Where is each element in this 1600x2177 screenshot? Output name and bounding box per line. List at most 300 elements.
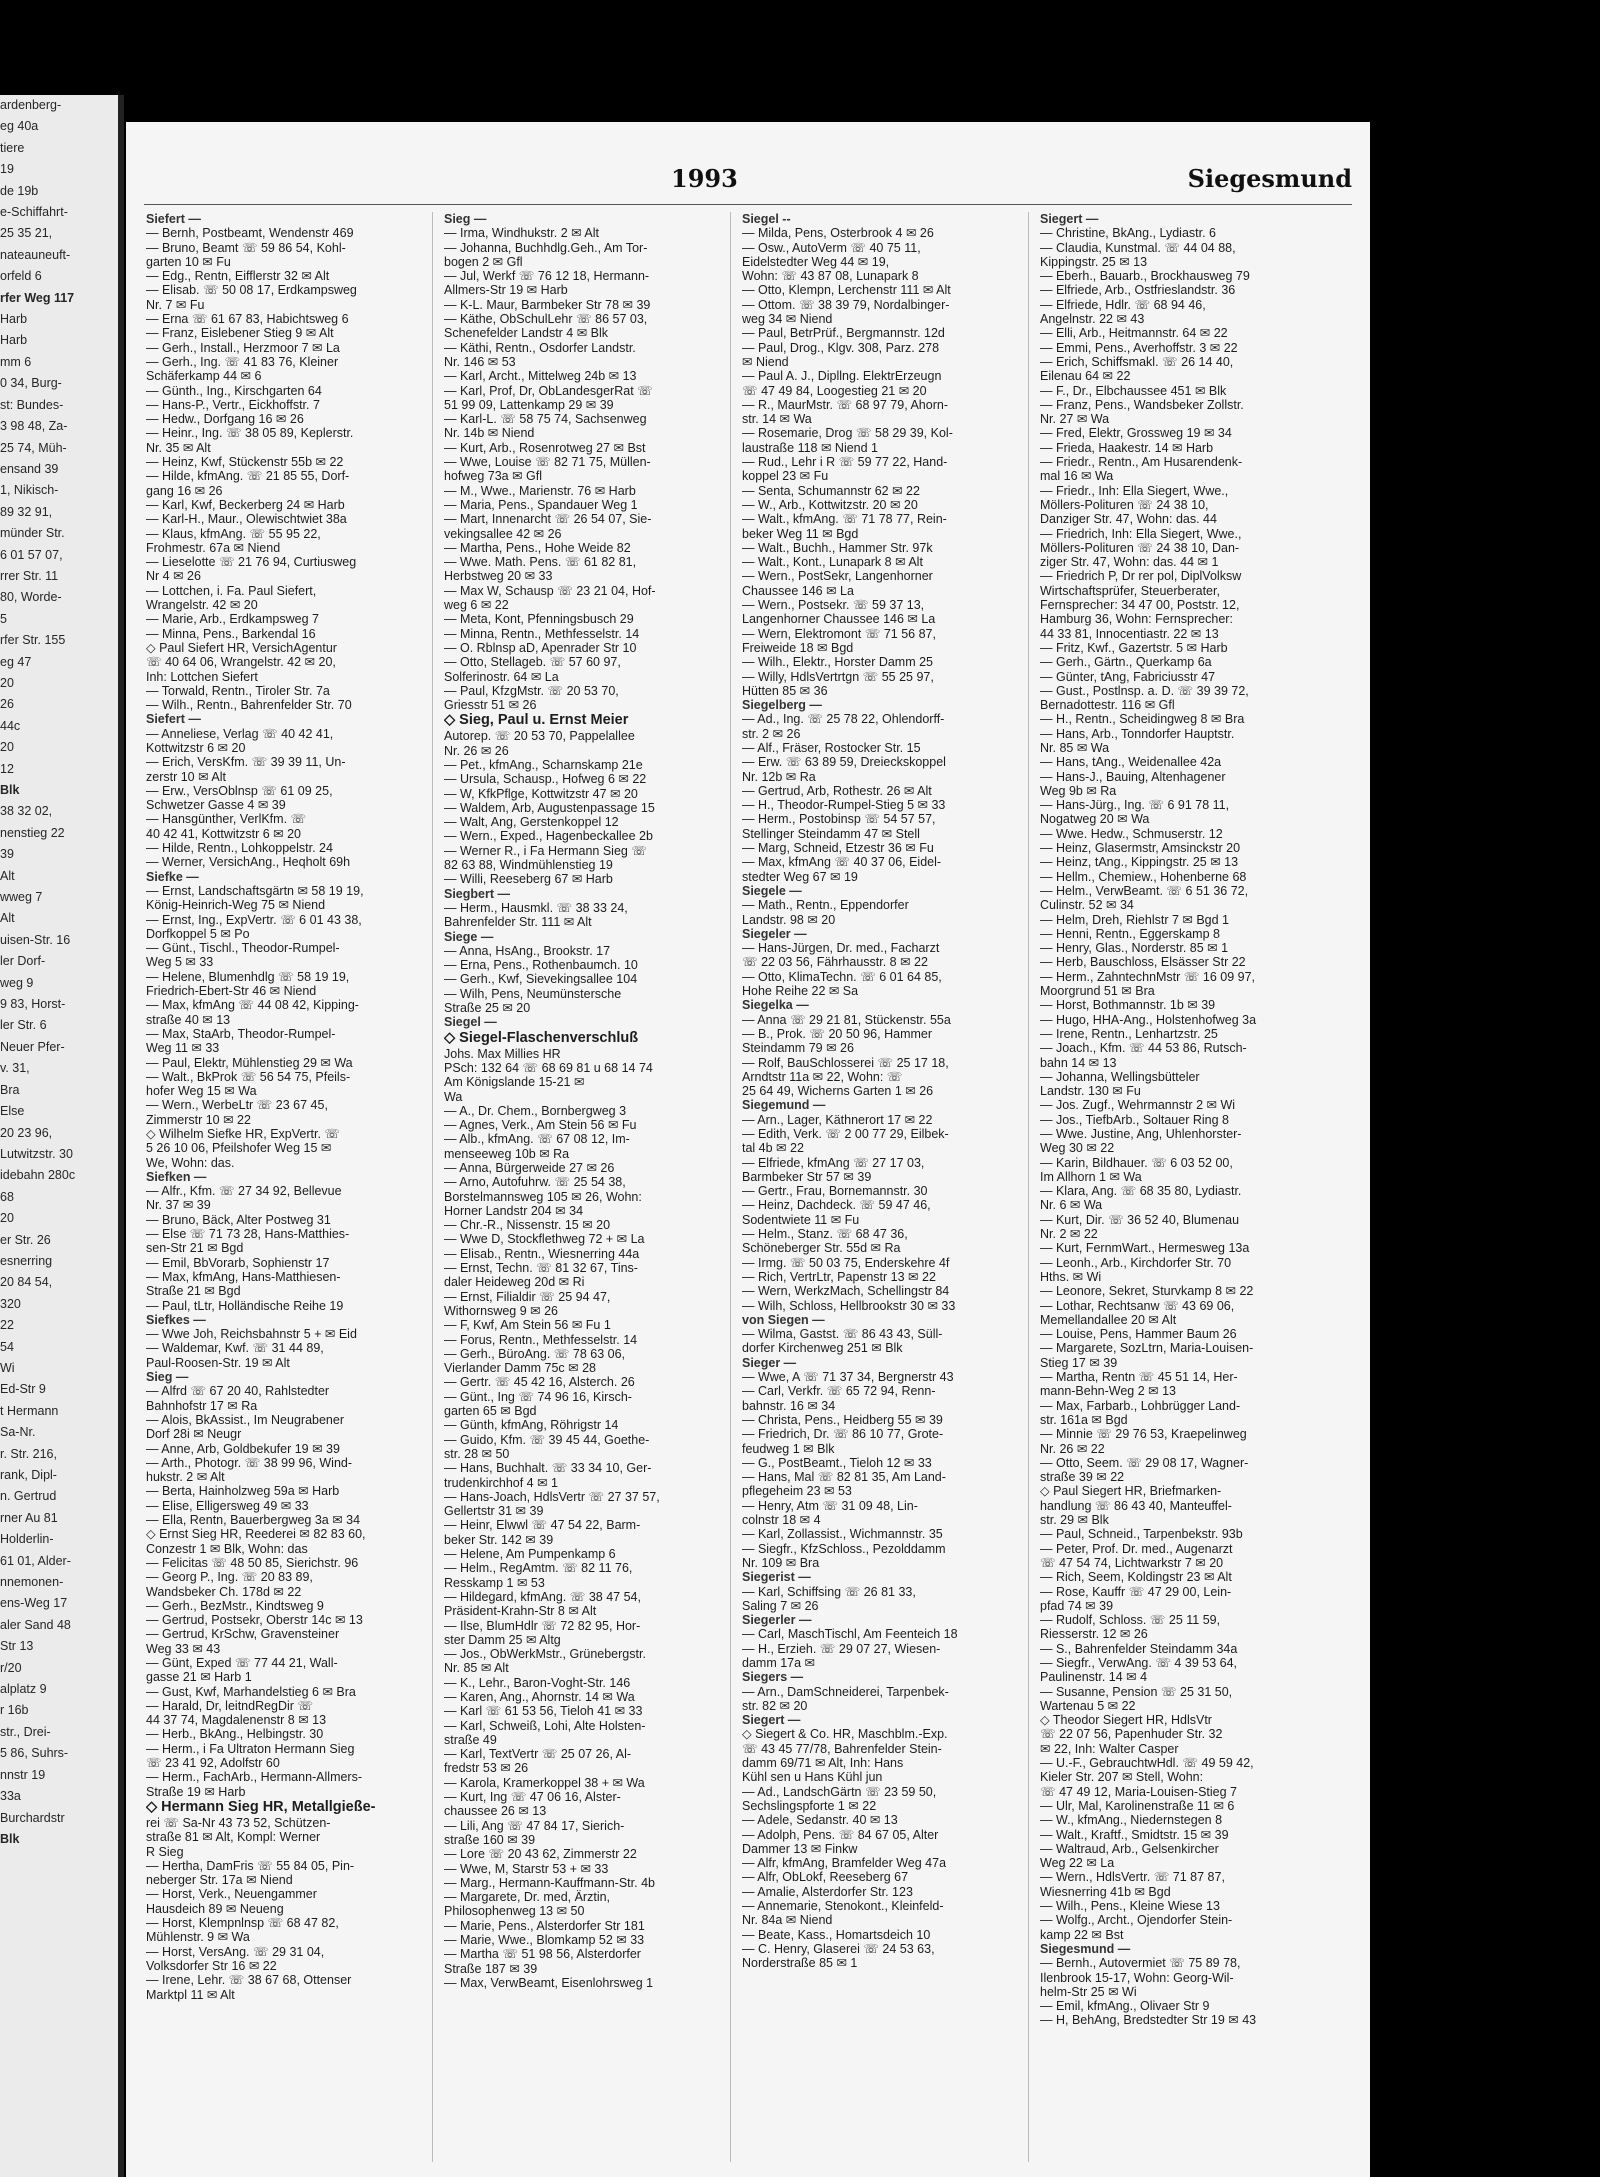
directory-entry-line: bahn 14 ✉ 13 <box>1040 1055 1117 1070</box>
directory-entry-line: dorfer Kirchenweg 251 ✉ Blk <box>742 1341 903 1356</box>
directory-entry-line: rei ☏ Sa-Nr 43 73 52, Schützen- <box>146 1815 331 1830</box>
directory-entry-line: — Gerh., BüroAng. ☏ 78 63 06, <box>444 1346 626 1361</box>
directory-entry-line: — Waldemar, Kwf. ☏ 31 44 89, <box>146 1341 324 1356</box>
directory-entry-line: — Helm., Stanz. ☏ 68 47 36, <box>742 1227 908 1242</box>
directory-entry-line: pfad 74 ✉ 39 <box>1040 1598 1114 1613</box>
directory-entry-line: — Wwe, M, Starstr 53 + ✉ 33 <box>444 1861 609 1876</box>
directory-entry-line: — Gertrud, KrSchw, Gravensteiner <box>146 1627 340 1642</box>
directory-entry-line: — Wern., Exped., Hagenbeckallee 2b <box>444 829 653 844</box>
directory-entry-line: — Günter, tAng, Fabriciusstr 47 <box>1040 669 1216 684</box>
directory-entry-line: Nr. 35 ✉ Alt <box>146 440 211 455</box>
directory-entry-line: — Herb., BkAng., Helbingstr. 30 <box>146 1727 324 1742</box>
directory-entry-line: — O. Rblnsp aD, Apenrader Str 10 <box>444 640 637 655</box>
directory-entry-line: — Max, VerwBeamt, Eisenlohrsweg 1 <box>444 1975 654 1990</box>
directory-entry-line: mann-Behn-Weg 2 ✉ 13 <box>1040 1384 1177 1399</box>
directory-entry-line: Frohmestr. 67a ✉ Niend <box>146 540 281 555</box>
left-page-text-line: nnemonen- <box>0 1575 64 1590</box>
directory-entry-line: Weg 22 ✉ La <box>1040 1856 1115 1871</box>
directory-entry-line: — Anna, Bürgerweide 27 ✉ 26 <box>444 1161 615 1175</box>
directory-entry-line: — Annemarie, Stenokont., Kleinfeld- <box>742 1899 944 1914</box>
directory-entry-line: Weg 30 ✉ 22 <box>1040 1141 1115 1156</box>
directory-entry-line: — Emil, BbVorarb, Sophienstr 17 <box>146 1255 330 1270</box>
directory-entry-line: — Emil, kfmAng., Olivaer Str 9 <box>1040 1999 1210 2014</box>
running-head: Siegesmund <box>1187 164 1352 193</box>
directory-entry-line: — Otto, Stellageb. ☏ 57 60 97, <box>444 655 621 670</box>
directory-entry-line: Bahrenfelder Str. 111 ✉ Alt <box>444 915 592 930</box>
directory-entry-line: — Erw. ☏ 63 89 59, Dreieckskoppel <box>742 755 946 770</box>
directory-entry-line: Schenefelder Landstr 4 ✉ Blk <box>444 326 609 341</box>
directory-entry-line: — Christine, BkAng., Lydiastr. 6 <box>1040 226 1217 241</box>
left-page-text-line: idebahn 280c <box>0 1168 76 1183</box>
left-page-fragment <box>0 95 124 2177</box>
directory-entry-line: Wartenau 5 ✉ 22 <box>1040 1698 1136 1713</box>
directory-entry-line: — Heinr., Ing. ☏ 38 05 89, Keplerstr. <box>146 426 354 441</box>
directory-entry-line: Weg 11 ✉ 33 <box>146 1041 220 1056</box>
directory-entry-line: hofweg 73a ✉ Gfl <box>444 469 543 484</box>
directory-entry-line: — Hildegard, kfmAng. ☏ 38 47 54, <box>444 1589 641 1604</box>
directory-entry-line: von Siegen — <box>742 1312 825 1327</box>
directory-entry-line: — Senta, Schumannstr 62 ✉ 22 <box>742 483 920 498</box>
directory-entry-line: — Ernst, Ing., ExpVertr. ☏ 6 01 43 38, <box>146 912 362 927</box>
directory-entry-line: — Walt., kfmAng. ☏ 71 78 77, Rein- <box>742 512 947 527</box>
directory-entry-line: — Agnes, Verk., Am Stein 56 ✉ Fu <box>444 1118 637 1133</box>
directory-entry-line: — Ursula, Schausp., Hofweg 6 ✉ 22 <box>444 772 647 787</box>
directory-entry-line: — Henry, Glas., Norderstr. 85 ✉ 1 <box>1040 941 1229 956</box>
directory-page <box>126 122 1370 2177</box>
directory-entry-line: Siegerler — <box>742 1613 812 1628</box>
left-page-text-line: nateauneuft- <box>0 247 71 262</box>
directory-entry-line: — Math., Rentn., Eppendorfer <box>742 898 909 913</box>
directory-entry-line: Volksdorfer Str 16 ✉ 22 <box>146 1958 277 1973</box>
left-page-text-line: rfer Str. 155 <box>0 633 66 648</box>
directory-entry-line: — Minna, Rentn., Methfesselstr. 14 <box>444 626 640 641</box>
directory-entry-line: — Lothar, Rechtsanw ☏ 43 69 06, <box>1040 1298 1235 1313</box>
page-number: 1993 <box>671 164 738 193</box>
directory-entry-line: beker Str. 142 ✉ 39 <box>444 1532 554 1547</box>
directory-entry-line: — Alfr., Kfm. ☏ 27 34 92, Bellevue <box>146 1184 342 1199</box>
left-page-text-line: Sa-Nr. <box>0 1425 36 1440</box>
directory-entry-line: Withornsweg 9 ✉ 26 <box>444 1303 558 1318</box>
directory-entry-line: — Kurt, FernmWart., Hermesweg 13a <box>1040 1241 1250 1256</box>
left-page-text-line: rrer Str. 11 <box>0 568 59 583</box>
directory-entry-line: — Heinr, Elwwl ☏ 47 54 22, Barm- <box>444 1518 641 1533</box>
left-page-text-line: 20 <box>0 1211 14 1226</box>
directory-entry-line: Landstr. 130 ✉ Fu <box>1040 1084 1141 1099</box>
directory-entry-line: — Anna, HsAng., Brookstr. 17 <box>444 943 611 958</box>
directory-entry-line: Solferinostr. 64 ✉ La <box>444 669 559 684</box>
directory-entry-line: — Milda, Pens, Osterbrook 4 ✉ 26 <box>742 226 934 241</box>
directory-entry-line: — Erich, Schiffsmakl. ☏ 26 14 40, <box>1040 354 1234 369</box>
directory-entry-line: — Günth., Ing., Kirschgarten 64 <box>146 383 322 398</box>
directory-entry-line: — K-L. Maur, Barmbeker Str 78 ✉ 39 <box>444 297 651 312</box>
directory-entry-line: — Gust., Postlnsp. a. D. ☏ 39 39 72, <box>1040 683 1249 698</box>
directory-entry-line: — Heinz, Glasermstr, Amsinckstr 20 <box>1040 841 1241 856</box>
directory-entry-line: Straße 25 ✉ 20 <box>444 1001 531 1016</box>
directory-entry-line: — Otto, Seem. ☏ 29 08 17, Wagner- <box>1040 1455 1249 1470</box>
directory-entry-line: Nr 4 ✉ 26 <box>146 569 201 584</box>
directory-entry-line: — Otto, KlimaTechn. ☏ 6 01 64 85, <box>742 969 942 984</box>
left-page-text-line: Alt <box>0 868 15 883</box>
directory-entry-line: Griesstr 51 ✉ 26 <box>444 698 537 713</box>
directory-entry-line: — Lieselotte ☏ 21 76 94, Curtiusweg <box>146 555 357 570</box>
directory-entry-line: Bernadottestr. 116 ✉ Gfl <box>1040 698 1175 713</box>
directory-entry-line: Wrangelstr. 42 ✉ 20 <box>146 598 258 613</box>
directory-entry-line: — Gertr. ☏ 45 42 16, Alsterch. 26 <box>444 1375 635 1390</box>
directory-entry-line: — Meta, Kont, Pfenningsbusch 29 <box>444 612 634 627</box>
directory-entry-line: — Jos., TiefbArb., Soltauer Ring 8 <box>1040 1112 1229 1127</box>
left-page-text-line: Lutwitzstr. 30 <box>0 1146 73 1161</box>
directory-entry-line: — U.-F., GebrauchtwHdl. ☏ 49 59 42, <box>1040 1756 1254 1771</box>
directory-entry-line: — Martha, Rentn ☏ 45 51 14, Her- <box>1040 1370 1238 1385</box>
directory-entry-line: — Jos., ObWerkMstr., Grünebergstr. <box>444 1647 646 1662</box>
directory-entry-line: — Günth, kfmAng, Röhrigstr 14 <box>444 1418 619 1433</box>
directory-entry-line: — Forus, Rentn., Methfesselstr. 14 <box>444 1332 638 1347</box>
directory-entry-line: bogen 2 ✉ Gfl <box>444 254 523 269</box>
directory-entry-line: — Hans, Buchhalt. ☏ 33 34 10, Ger- <box>444 1461 652 1476</box>
directory-entry-line: bahnstr. 16 ✉ 34 <box>742 1398 836 1413</box>
directory-entry-line: — Johanna, Wellingsbütteler <box>1040 1069 1200 1084</box>
directory-entry-line: — Rolf, BauSchlosserei ☏ 25 17 18, <box>742 1055 949 1070</box>
directory-entry-line: — Wern., Postsekr. ☏ 59 37 13, <box>742 598 925 613</box>
directory-entry-line: — H., Rentn., Scheidingweg 8 ✉ Bra <box>1040 712 1245 727</box>
directory-entry-line: — Werner, VersichAng., Heqholt 69h <box>146 855 351 870</box>
directory-entry-line: — Horst, Bothmannstr. 1b ✉ 39 <box>1040 998 1216 1013</box>
directory-entry-line: — Herm., i Fa Ultraton Hermann Sieg <box>146 1741 355 1756</box>
directory-entry-line: Nr. 146 ✉ 53 <box>444 354 516 369</box>
directory-entry-line: str. 161a ✉ Bgd <box>1040 1412 1128 1427</box>
directory-entry-line: — Paul, BetrPrüf., Bergmannstr. 12d <box>742 326 945 341</box>
directory-entry-line: Präsident-Krahn-Str 8 ✉ Alt <box>444 1604 597 1619</box>
directory-entry-line: PSch: 132 64 ☏ 68 69 81 u 68 14 74 <box>444 1060 653 1075</box>
directory-entry-line: — Anne, Arb, Goldbekufer 19 ✉ 39 <box>146 1441 340 1456</box>
directory-entry-line: ◇ Sieg, Paul u. Ernst Meier <box>444 712 629 729</box>
left-page-text-line: t Hermann <box>0 1403 59 1418</box>
directory-entry-line: Nr. 26 ✉ 26 <box>444 743 509 758</box>
directory-entry-line: — A., Dr. Chem., Bornbergweg 3 <box>444 1103 627 1118</box>
directory-entry-line: — Guido, Kfm. ☏ 39 45 44, Goethe- <box>444 1432 650 1447</box>
left-page-text-line: Blk <box>0 1831 20 1846</box>
directory-entry-line: — Elfriede, Arb., Ostfrieslandstr. 36 <box>1040 283 1236 298</box>
directory-entry-line: — Lottchen, i. Fa. Paul Siefert, <box>146 583 317 598</box>
left-page-text-line: ler Str. 6 <box>0 1018 47 1033</box>
left-page-text-line: 39 <box>0 847 14 862</box>
directory-entry-line: — Hans, Mal ☏ 82 81 35, Am Land- <box>742 1470 946 1485</box>
directory-entry-line: — Rich, Seem, Koldingstr 23 ✉ Alt <box>1040 1570 1232 1585</box>
directory-entry-line: Hths. ✉ Wi <box>1040 1269 1102 1284</box>
directory-entry-line: Autorep. ☏ 20 53 70, Pappelallee <box>444 729 635 744</box>
directory-entry-line: helm-Str 25 ✉ Wi <box>1040 1984 1137 1999</box>
left-page-text-line: 6 01 57 07, <box>0 547 63 562</box>
directory-entry-line: — Ad., LandschGärtn ☏ 23 59 50, <box>742 1784 937 1799</box>
directory-entry-line: — Gertr., Frau, Bornemannstr. 30 <box>742 1184 928 1199</box>
directory-entry-line: — Jos. Zugf., Wehrmannstr 2 ✉ Wi <box>1040 1098 1236 1113</box>
page-header <box>126 164 1370 200</box>
directory-entry-line: Kieler Str. 207 ✉ Stell, Wohn: <box>1040 1770 1204 1785</box>
directory-entry-line: Weg 9b ✉ Ra <box>1040 783 1117 798</box>
left-page-text-line: 68 <box>0 1189 14 1204</box>
directory-entry-line: — C. Henry, Glaserei ☏ 24 53 63, <box>742 1941 935 1956</box>
directory-entry-line: Wohn: ☏ 43 87 08, Lunapark 8 <box>742 269 919 284</box>
directory-entry-line: colnstr 18 ✉ 4 <box>742 1513 821 1528</box>
directory-entry-line: Schöneberger Str. 55d ✉ Ra <box>742 1241 901 1256</box>
directory-entry-line: ☏ 22 03 56, Fährhausstr. 8 ✉ 22 <box>742 955 928 970</box>
directory-entry-line: — Arno, Autofuhrw. ☏ 25 54 38, <box>444 1175 626 1190</box>
left-page-text-line: 20 <box>0 675 14 690</box>
directory-entry-line: — Hellm., Chemiew., Hohenberne 68 <box>1040 869 1247 884</box>
directory-entry-line: 40 42 41, Kottwitzstr 6 ✉ 20 <box>146 826 301 841</box>
directory-entry-line: — Hilde, kfmAng. ☏ 21 85 55, Dorf- <box>146 469 350 484</box>
directory-entry-line: — Edg., Rentn, Eifflerstr 32 ✉ Alt <box>146 269 330 284</box>
directory-entry-line: — Herm., FachArb., Hermann-Allmers- <box>146 1770 363 1785</box>
directory-entry-line: str. 2 ✉ 26 <box>742 726 801 741</box>
left-page-text-line: Burchardstr <box>0 1810 65 1825</box>
left-page-text-line: rfer Weg 117 <box>0 290 75 305</box>
directory-entry-line: — Torwald, Rentn., Tiroler Str. 7a <box>146 683 330 698</box>
directory-entry-line: straße 160 ✉ 39 <box>444 1832 536 1847</box>
directory-entry-line: — Max, StaArb, Theodor-Rumpel- <box>146 1026 336 1041</box>
directory-entry-line: — Willi, Reeseberg 67 ✉ Harb <box>444 872 613 887</box>
directory-entry-line: Siefert — <box>146 712 201 727</box>
directory-entry-line: — W., Arb., Kottwitzstr. 20 ✉ 20 <box>742 497 918 512</box>
directory-entry-line: Im Allhorn 1 ✉ Wa <box>1040 1169 1142 1184</box>
directory-entry-line: — Arn., DamSchneiderei, Tarpenbek- <box>742 1684 949 1699</box>
directory-entry-line: — Adolph, Pens. ☏ 84 67 05, Alter <box>742 1827 939 1842</box>
directory-entry-line: — Erw., VersOblnsp ☏ 61 09 25, <box>146 783 333 798</box>
directory-entry-line: — F., Dr., Elbchaussee 451 ✉ Blk <box>1040 383 1227 398</box>
directory-entry-line: — Paul, Drog., Klgv. 308, Parz. 278 <box>742 340 940 355</box>
left-page-text-line: Neuer Pfer- <box>0 1039 65 1054</box>
directory-entry-line: — Karl, Prof, Dr, ObLandesgerRat ☏ <box>444 383 653 398</box>
directory-entry-line: — G., PostBeamt., Tieloh 12 ✉ 33 <box>742 1455 932 1470</box>
directory-entry-line: König-Heinrich-Weg 75 ✉ Niend <box>146 898 326 913</box>
directory-entry-line: — Käthe, ObSchulLehr ☏ 86 57 03, <box>444 312 648 327</box>
directory-entry-line: — B., Prok. ☏ 20 50 96, Hammer <box>742 1026 933 1041</box>
directory-entry-line: ◇ Theodor Siegert HR, HdlsVtr <box>1040 1713 1212 1728</box>
directory-entry-line: Herbstweg 20 ✉ 33 <box>444 569 553 584</box>
directory-entry-line: Möllers-Polituren ☏ 24 38 10, Dan- <box>1040 540 1240 555</box>
directory-entry-line: Am Königslande 15-21 ✉ <box>444 1075 585 1090</box>
directory-entry-line: ◇ Paul Siegert HR, Briefmarken- <box>1040 1484 1222 1499</box>
directory-entry-line: koppel 23 ✉ Fu <box>742 469 829 484</box>
directory-entry-line: straße 40 ✉ 13 <box>146 1012 231 1027</box>
directory-entry-line: — Alfr, kfmAng, Bramfelder Weg 47a <box>742 1856 947 1871</box>
directory-entry-line: — Herb, Bauschloss, Elsässer Str 22 <box>1040 955 1246 970</box>
directory-entry-line: Eilenau 64 ✉ 22 <box>1040 369 1131 384</box>
directory-entry-line: — Siegfr., VerwAng. ☏ 4 39 53 64, <box>1040 1655 1237 1670</box>
directory-entry-line: — Irene, Lehr. ☏ 38 67 68, Ottenser <box>146 1973 352 1988</box>
directory-entry-line: Nr. 27 ✉ Wa <box>1040 412 1110 427</box>
left-page-text-line: 320 <box>0 1296 21 1311</box>
directory-entry-line: — Fritz, Kwf., Gazertstr. 5 ✉ Harb <box>1040 640 1228 655</box>
column-3 <box>742 212 1018 2172</box>
directory-entry-line: — Wern., HdlsVertr. ☏ 71 87 87, <box>1040 1870 1225 1885</box>
left-page-text-line: 5 <box>0 611 7 626</box>
left-page-text-line: wweg 7 <box>0 890 43 905</box>
directory-entry-line: — Werner R., i Fa Hermann Sieg ☏ <box>444 843 647 858</box>
directory-entry-line: straße 81 ✉ Alt, Kompl: Werner <box>146 1830 321 1845</box>
left-page-text-line: 26 <box>0 697 14 712</box>
directory-entry-line: — Herm., Hausmkl. ☏ 38 33 24, <box>444 900 628 915</box>
left-page-text-line: weg 9 <box>0 975 34 990</box>
directory-entry-line: Fernsprecher: 34 47 00, Poststr. 12, <box>1040 598 1240 613</box>
directory-entry-line: neberger Str. 17a ✉ Niend <box>146 1873 293 1888</box>
directory-entry-line: Resskamp 1 ✉ 53 <box>444 1575 545 1590</box>
directory-entry-line: — Irma, Windhukstr. 2 ✉ Alt <box>444 226 599 241</box>
directory-entry-line: Wandsbeker Ch. 178d ✉ 22 <box>146 1584 302 1599</box>
column-2 <box>444 212 720 2172</box>
directory-entry-line: — Elfriede, Hdlr. ☏ 68 94 46, <box>1040 297 1206 312</box>
directory-entry-line: Nogatweg 20 ✉ Wa <box>1040 812 1150 827</box>
directory-entry-line: Stellinger Steindamm 47 ✉ Stell <box>742 826 920 841</box>
directory-entry-line: Vierlander Damm 75c ✉ 28 <box>444 1361 596 1376</box>
directory-entry-line: Straße 187 ✉ 39 <box>444 1961 538 1976</box>
directory-entry-line: — Friedr., Rentn., Am Husarendenk- <box>1040 455 1243 470</box>
left-page-text-line: 61 01, Alder- <box>0 1553 71 1568</box>
directory-entry-line: — Wwe. Hedw., Schmuserstr. 12 <box>1040 826 1223 841</box>
directory-entry-line: Nr. 37 ✉ 39 <box>146 1198 211 1213</box>
directory-entry-line: Schwetzer Gasse 4 ✉ 39 <box>146 798 286 813</box>
directory-entry-line: — Ottom. ☏ 38 39 79, Nordalbinger- <box>742 297 950 312</box>
directory-entry-line: — Günt., Tischl., Theodor-Rumpel- <box>146 941 340 956</box>
directory-entry-line: — Walt., Buchh., Hammer Str. 97k <box>742 540 933 555</box>
directory-entry-line: — Minnie ☏ 29 76 53, Kraepelinweg <box>1040 1427 1247 1442</box>
directory-entry-line: — Max W, Schausp ☏ 23 21 04, Hof- <box>444 583 656 598</box>
directory-entry-line: — Siegfr., KfzSchloss., Pezolddamm <box>742 1541 946 1556</box>
directory-entry-line: — Gerh., Kwf, Sievekingsallee 104 <box>444 972 638 987</box>
left-page-text-line: 3 98 48, Za- <box>0 419 68 434</box>
left-page-text-line: Wi <box>0 1360 15 1375</box>
directory-entry-line: — Rich, VertrLtr, Papenstr 13 ✉ 22 <box>742 1269 936 1284</box>
left-page-text-line: r 16b <box>0 1703 29 1718</box>
directory-entry-line: Hohe Reihe 22 ✉ Sa <box>742 984 859 999</box>
directory-entry-line: — Felicitas ☏ 48 50 85, Sierichstr. 96 <box>146 1555 359 1570</box>
directory-entry-line: — Alb., kfmAng. ☏ 67 08 12, Im- <box>444 1132 630 1147</box>
directory-entry-line: — Edith, Verk. ☏ 2 00 77 29, Eilbek- <box>742 1127 949 1141</box>
directory-entry-line: — Johanna, Buchhdlg.Geh., Am Tor- <box>444 240 648 255</box>
directory-entry-line: — Friedrich P, Dr rer pol, DiplVolksw <box>1040 569 1242 584</box>
directory-entry-line: — Max, kfmAng ☏ 44 08 42, Kipping- <box>146 998 359 1013</box>
directory-entry-line: — Marg, Schneid, Etzestr 36 ✉ Fu <box>742 841 934 856</box>
directory-entry-line: — Wwe. Justine, Ang, Uhlenhorster- <box>1040 1127 1242 1141</box>
directory-entry-line: hofer Weg 15 ✉ Wa <box>146 1084 257 1099</box>
directory-entry-line: Stieg 17 ✉ 39 <box>1040 1355 1118 1370</box>
left-page-text-line: Blk <box>0 783 20 797</box>
directory-entry-line: — M., Wwe., Marienstr. 76 ✉ Harb <box>444 483 636 498</box>
directory-entry-line: — Wwe, Louise ☏ 82 71 75, Müllen- <box>444 455 651 470</box>
directory-entry-line: — Rose, Kauffr ☏ 47 29 00, Lein- <box>1040 1584 1232 1599</box>
directory-entry-line: Sieger — <box>742 1355 797 1370</box>
directory-entry-line: — Klara, Ang. ☏ 68 35 80, Lydiastr. <box>1040 1184 1242 1199</box>
directory-entry-line: — Max, Farbarb., Lohbrügger Land- <box>1040 1398 1241 1413</box>
directory-entry-line: Siegel -- <box>742 212 791 226</box>
directory-entry-line: Arndtstr 11a ✉ 22, Wohn: ☏ <box>742 1069 903 1084</box>
directory-entry-line: Zimmerstr 10 ✉ 22 <box>146 1112 251 1127</box>
directory-entry-line: — Günt, Exped ☏ 77 44 21, Wall- <box>146 1655 338 1670</box>
directory-entry-line: — W, KfkPflge, Kottwitzstr 47 ✉ 20 <box>444 786 638 801</box>
directory-entry-line: hukstr. 2 ✉ Alt <box>146 1470 225 1485</box>
directory-entry-line: — Hans-Jürgen, Dr. med., Facharzt <box>742 941 940 956</box>
left-page-text-line: orfeld 6 <box>0 269 42 284</box>
left-page-text-line: ensand 39 <box>0 461 59 476</box>
directory-entry-line: trudenkirchhof 4 ✉ 1 <box>444 1475 559 1490</box>
directory-entry-line: — Max, kfmAng ☏ 40 37 06, Eidel- <box>742 855 942 870</box>
directory-entry-line: Siegele — <box>742 883 802 898</box>
directory-entry-line: — R., MaurMstr. ☏ 68 97 79, Ahorn- <box>742 397 948 412</box>
directory-entry-line: Siegeler — <box>742 926 807 941</box>
directory-entry-line: R Sieg <box>146 1844 184 1859</box>
directory-entry-line: — Horst, VersAng. ☏ 29 31 04, <box>146 1944 325 1959</box>
left-page-text-line: eg 40a <box>0 119 39 134</box>
directory-entry-line: — Ernst, Techn. ☏ 81 32 67, Tins- <box>444 1261 638 1276</box>
directory-entry-line: — Marie, Wwe., Blomkamp 52 ✉ 33 <box>444 1933 645 1948</box>
directory-entry-line: — Heinz, tAng., Kippingstr. 25 ✉ 13 <box>1040 855 1239 870</box>
directory-entry-line: Inh: Lottchen Siefert <box>146 669 258 684</box>
left-page-text-line: st: Bundes- <box>0 397 64 412</box>
directory-entry-line: ☏ 47 54 74, Lichtwarkstr 7 ✉ 20 <box>1040 1555 1224 1570</box>
directory-entry-line: chaussee 26 ✉ 13 <box>444 1804 547 1819</box>
directory-entry-line: — Hans-Jürg., Ing. ☏ 6 91 78 11, <box>1040 798 1230 813</box>
directory-entry-line: — Wern, WerkzMach, Schellingstr 84 <box>742 1284 950 1299</box>
left-page-text-line: de 19b <box>0 183 39 198</box>
directory-entry-line: — Lili, Ang ☏ 47 84 17, Sierich- <box>444 1818 625 1833</box>
directory-entry-line: — Walt., Kont., Lunapark 8 ✉ Alt <box>742 555 923 570</box>
directory-entry-line: — Friedrich, Inh: Ella Siegert, Wwe., <box>1040 526 1242 541</box>
directory-entry-line: — Susanne, Pension ☏ 25 31 50, <box>1040 1684 1233 1699</box>
directory-entry-line: — Paul, Elektr, Mühlenstieg 29 ✉ Wa <box>146 1055 353 1070</box>
directory-entry-line: Borstelmannsweg 105 ✉ 26, Wohn: <box>444 1189 642 1204</box>
left-page-text-line: 80, Worde- <box>0 590 62 605</box>
directory-entry-line: — Else ☏ 71 73 28, Hans-Matthies- <box>146 1227 350 1242</box>
directory-entry-line: ◇ Paul Siefert HR, VersichAgentur <box>146 640 337 655</box>
directory-entry-line: — Max, kfmAng, Hans-Matthiesen- <box>146 1269 341 1284</box>
directory-entry-line: 25 64 49, Wicherns Garten 1 ✉ 26 <box>742 1084 934 1099</box>
directory-entry-line: Wa <box>444 1089 463 1104</box>
directory-entry-line: Conzestr 1 ✉ Blk, Wohn: das <box>146 1541 308 1556</box>
directory-entry-line: ☏ 23 41 92, Adolfstr 60 <box>146 1756 280 1771</box>
directory-entry-line: — Ad., Ing. ☏ 25 78 22, Ohlendorff- <box>742 712 945 727</box>
directory-entry-line: Nr. 14b ✉ Niend <box>444 426 535 441</box>
directory-entry-line: — Harald, Dr, leitndRegDir ☏ <box>146 1698 314 1713</box>
directory-entry-line: — Walt, Ang, Gerstenkoppel 12 <box>444 815 619 830</box>
left-page-text-line: eg 47 <box>0 654 32 669</box>
directory-entry-line: — Helene, Am Pumpenkamp 6 <box>444 1547 616 1562</box>
directory-entry-line: Memellandallee 20 ✉ Alt <box>1040 1312 1177 1327</box>
directory-entry-line: Nr. 85 ✉ Alt <box>444 1661 509 1676</box>
directory-entry-line: Kippingstr. 25 ✉ 13 <box>1040 254 1148 269</box>
directory-entry-line: ☏ 47 49 12, Maria-Louisen-Stieg 7 <box>1040 1784 1237 1799</box>
left-page-text-line: 33a <box>0 1789 21 1804</box>
directory-entry-line: Hütten 85 ✉ 36 <box>742 683 828 698</box>
column-1 <box>146 212 422 2172</box>
directory-entry-line: — Paul, Schneid., Tarpenbekstr. 93b <box>1040 1527 1243 1542</box>
directory-entry-line: — Waltraud, Arb., Gelsenkircher <box>1040 1841 1219 1856</box>
directory-entry-line: — Hugo, HHA-Ang., Holstenhofweg 3a <box>1040 1012 1257 1027</box>
left-page-text-line: 25 35 21, <box>0 226 53 241</box>
directory-entry-line: damm 17a ✉ <box>742 1655 816 1670</box>
left-page-text-line: 44c <box>0 718 21 733</box>
directory-entry-line: Sieg — <box>146 1370 189 1385</box>
directory-entry-line: — Jul, Werkf ☏ 76 12 18, Hermann- <box>444 269 650 284</box>
directory-entry-line: — Alf., Fräser, Rostocker Str. 15 <box>742 740 921 755</box>
directory-entry-line: Nr. 26 ✉ 22 <box>1040 1441 1105 1456</box>
directory-entry-line: — Willy, HdlsVertrtgn ☏ 55 25 97, <box>742 669 934 684</box>
directory-entry-line: — Wern., PostSekr, Langenhorner <box>742 569 933 584</box>
directory-entry-line: — Wilh, Schloss, Hellbrookstr 30 ✉ 33 <box>742 1298 956 1313</box>
directory-entry-line: — Erna, Pens., Rothenbaumch. 10 <box>444 958 638 973</box>
column-divider <box>730 212 731 2162</box>
directory-entry-line: — Osw., AutoVerm ☏ 40 75 11, <box>742 240 921 255</box>
directory-entry-line: Hamburg 36, Wohn: Fernsprecher: <box>1040 612 1233 627</box>
